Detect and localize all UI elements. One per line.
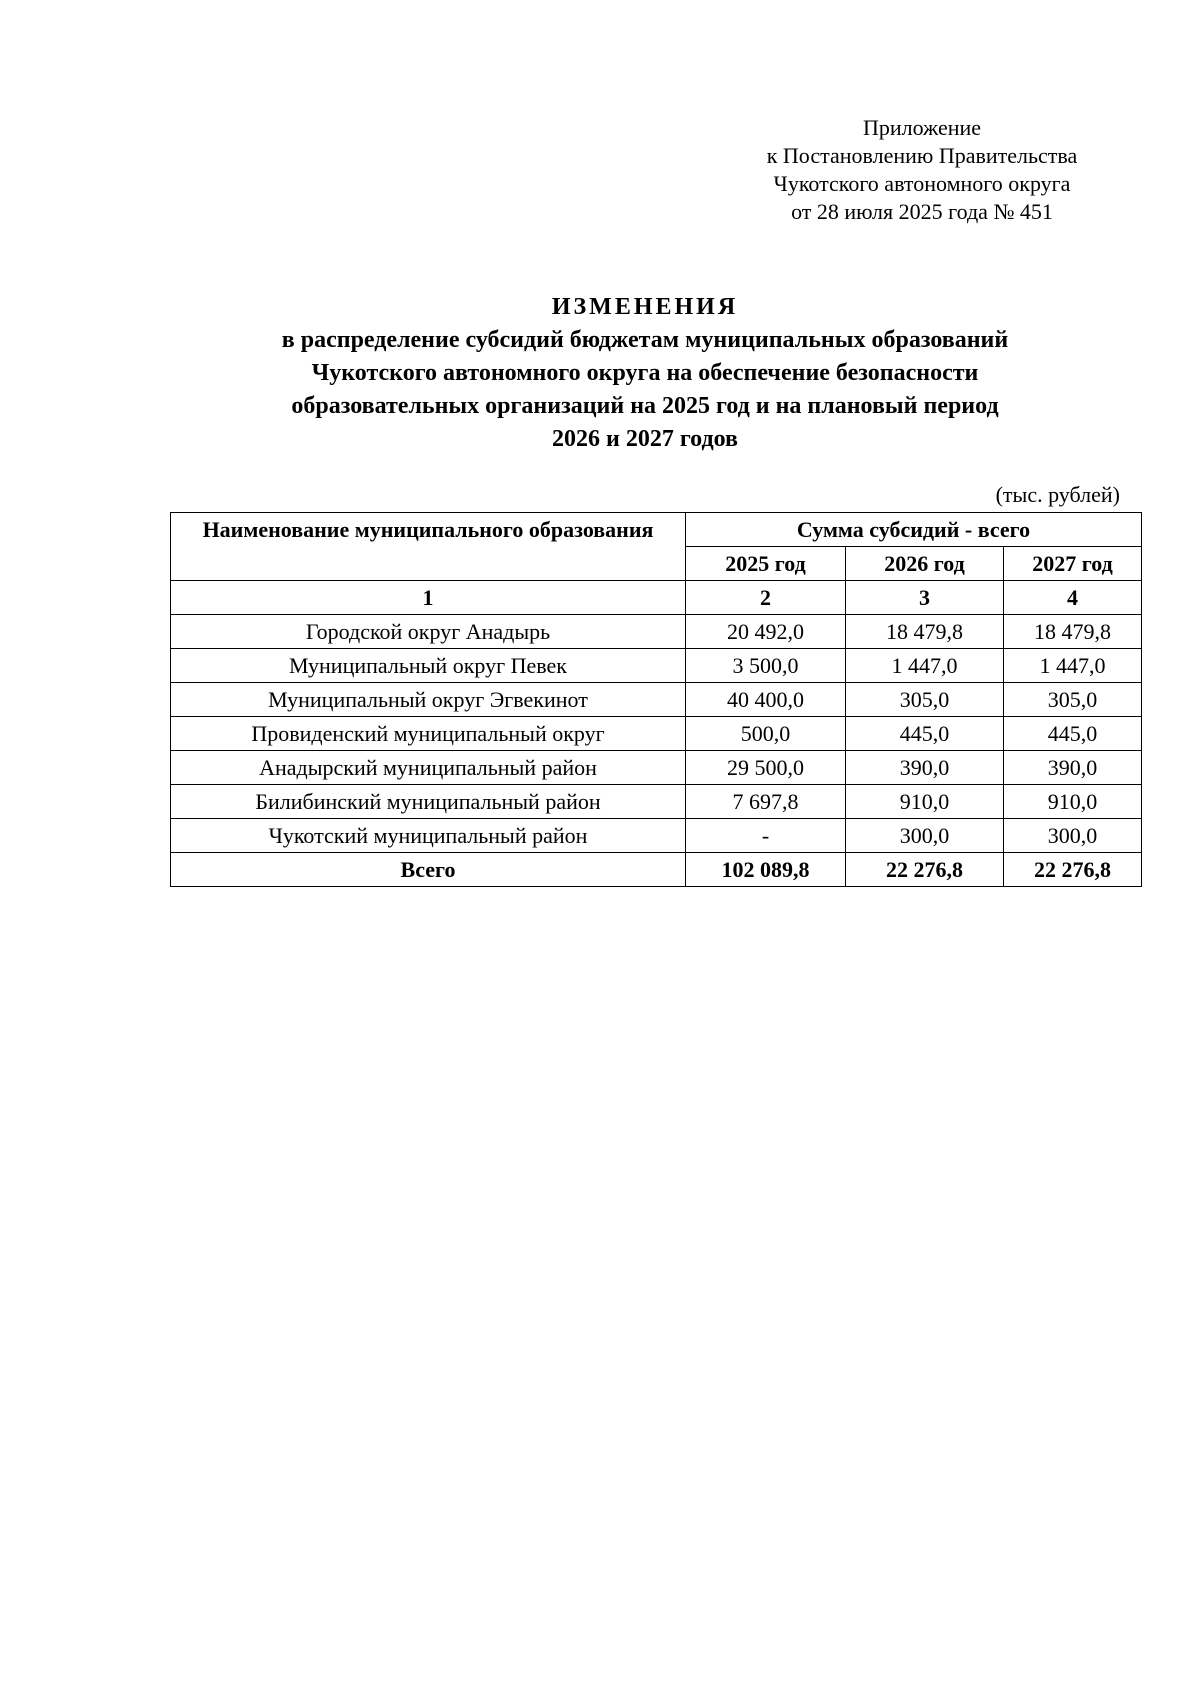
subtitle-line: в распределение субсидий бюджетам муниципальных образований [281,327,1009,353]
value-2026: 390,0 [846,751,1004,785]
column-number: 1 [171,581,686,615]
value-2025: 20 492,0 [686,615,846,649]
subsidies-table [170,512,1142,887]
value-2026: 18 479,8 [846,615,1004,649]
value-2027: 305,0 [1004,683,1142,717]
subtitle-line: Чукотского автономного округа на обеспечение безопасности [311,360,979,386]
table-row [171,751,1142,785]
municipality-name: Провиденский муниципальный округ [171,717,686,751]
appendix-line: к Постановлению Правительства [766,143,1078,168]
total-2027: 22 276,8 [1004,853,1142,887]
value-2027: 1 447,0 [1004,649,1142,683]
total-2026: 22 276,8 [846,853,1004,887]
value-2025: 7 697,8 [686,785,846,819]
value-2025: - [686,819,846,853]
column-number: 4 [1004,581,1142,615]
table-row [171,717,1142,751]
total-2025: 102 089,8 [686,853,846,887]
municipality-name: Городской округ Анадырь [171,615,686,649]
value-2027: 300,0 [1004,819,1142,853]
municipality-name: Чукотский муниципальный район [171,819,686,853]
document-title: ИЗМЕНЕНИЯ [551,294,739,320]
appendix-line: Приложение [862,115,982,140]
column-header-name: Наименование муниципального образования [171,513,686,581]
appendix-line: от 28 июля 2025 года № 451 [791,199,1053,224]
municipality-name: Муниципальный округ Певек [171,649,686,683]
column-header-2027: 2027 год [1004,547,1142,581]
value-2026: 305,0 [846,683,1004,717]
column-header-2025: 2025 год [686,547,846,581]
column-header-sum-group: Сумма субсидий - всего [686,513,1142,547]
subtitle-line: 2026 и 2027 годов [552,426,738,452]
column-number: 3 [846,581,1004,615]
column-header-2026: 2026 год [846,547,1004,581]
value-2025: 40 400,0 [686,683,846,717]
appendix-block [722,114,1122,226]
column-numbers-row [171,581,1142,615]
appendix-line: Чукотского автономного округа [773,171,1071,196]
table-row [171,785,1142,819]
municipality-name: Билибинский муниципальный район [171,785,686,819]
value-2025: 29 500,0 [686,751,846,785]
value-2026: 910,0 [846,785,1004,819]
total-label: Всего [171,853,686,887]
table-header-row [171,513,1142,547]
value-2025: 500,0 [686,717,846,751]
value-2027: 910,0 [1004,785,1142,819]
table-row [171,649,1142,683]
municipality-name: Анадырский муниципальный район [171,751,686,785]
value-2027: 390,0 [1004,751,1142,785]
value-2025: 3 500,0 [686,649,846,683]
value-2026: 1 447,0 [846,649,1004,683]
value-2027: 445,0 [1004,717,1142,751]
municipality-name: Муниципальный округ Эгвекинот [171,683,686,717]
table-row [171,819,1142,853]
table-row [171,683,1142,717]
column-number: 2 [686,581,846,615]
subtitle-line: образовательных организаций на 2025 год и на плановый период [291,393,999,419]
value-2027: 18 479,8 [1004,615,1142,649]
value-2026: 445,0 [846,717,1004,751]
units-label: (тыс. рублей) [995,482,1120,507]
table-row [171,615,1142,649]
total-row [171,853,1142,887]
value-2026: 300,0 [846,819,1004,853]
document-subtitle [120,324,1170,456]
